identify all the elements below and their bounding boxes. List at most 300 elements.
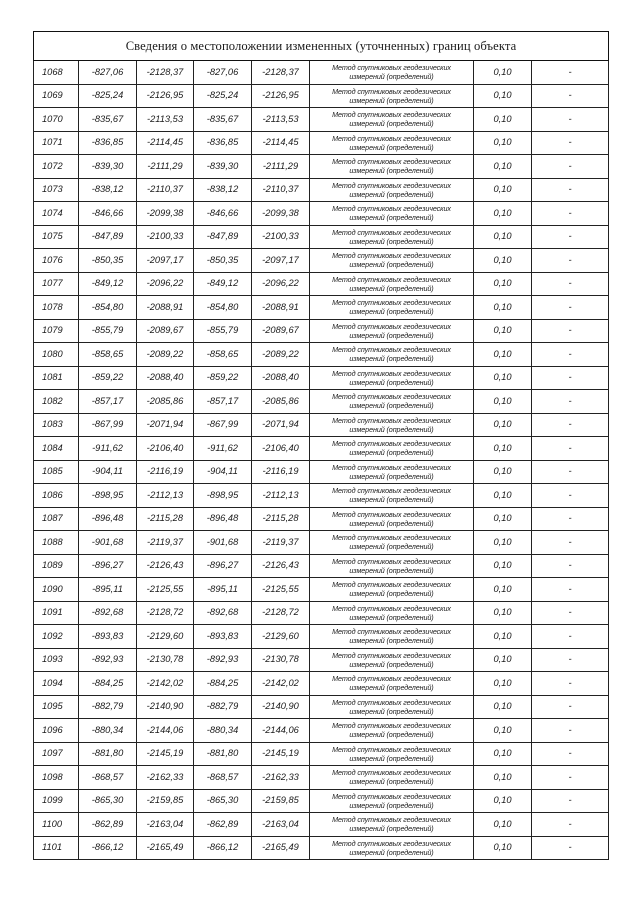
updated-x-cell: -880,34 — [194, 719, 252, 743]
description-cell: - — [532, 742, 609, 766]
point-number-cell: 1077 — [34, 272, 79, 296]
description-cell: - — [532, 789, 609, 813]
updated-x-cell: -825,24 — [194, 84, 252, 108]
table-row — [34, 789, 609, 813]
method-cell — [310, 155, 474, 179]
updated-x-cell: -868,57 — [194, 766, 252, 790]
existing-y-cell: -2142,02 — [137, 672, 194, 696]
method-line-2: измерений (определений) — [349, 354, 434, 364]
existing-x-cell: -839,30 — [79, 155, 137, 179]
existing-y-cell: -2128,72 — [137, 601, 194, 625]
updated-y-cell: -2119,37 — [252, 531, 310, 555]
existing-y-cell: -2089,22 — [137, 343, 194, 367]
accuracy-cell: 0,10 — [474, 343, 532, 367]
method-line-1: Метод спутниковых геодезических — [332, 392, 451, 402]
existing-y-cell: -2106,40 — [137, 437, 194, 461]
updated-y-cell: -2088,40 — [252, 366, 310, 390]
updated-y-cell: -2159,85 — [252, 789, 310, 813]
method-cell — [310, 719, 474, 743]
table-row — [34, 672, 609, 696]
method-line-1: Метод спутниковых геодезических — [332, 674, 451, 684]
existing-x-cell: -911,62 — [79, 437, 137, 461]
accuracy-cell: 0,10 — [474, 766, 532, 790]
method-line-2: измерений (определений) — [349, 777, 434, 787]
existing-y-cell: -2114,45 — [137, 131, 194, 155]
existing-y-cell: -2096,22 — [137, 272, 194, 296]
accuracy-cell: 0,10 — [474, 296, 532, 320]
point-number-cell: 1089 — [34, 554, 79, 578]
description-cell: - — [532, 625, 609, 649]
accuracy-cell: 0,10 — [474, 578, 532, 602]
updated-x-cell: -858,65 — [194, 343, 252, 367]
existing-y-cell: -2116,19 — [137, 460, 194, 484]
description-cell: - — [532, 719, 609, 743]
existing-x-cell: -880,34 — [79, 719, 137, 743]
table-row — [34, 578, 609, 602]
table-row — [34, 836, 609, 860]
updated-x-cell: -901,68 — [194, 531, 252, 555]
updated-y-cell: -2100,33 — [252, 225, 310, 249]
updated-x-cell: -884,25 — [194, 672, 252, 696]
method-cell — [310, 554, 474, 578]
existing-x-cell: -827,06 — [79, 61, 137, 85]
point-number-cell: 1100 — [34, 813, 79, 837]
existing-y-cell: -2113,53 — [137, 108, 194, 132]
method-line-2: измерений (определений) — [349, 683, 434, 693]
updated-x-cell: -882,79 — [194, 695, 252, 719]
method-cell — [310, 507, 474, 531]
description-cell: - — [532, 131, 609, 155]
method-line-1: Метод спутниковых геодезических — [332, 486, 451, 496]
method-line-1: Метод спутниковых геодезических — [332, 791, 451, 801]
table-row — [34, 460, 609, 484]
method-cell — [310, 343, 474, 367]
method-cell — [310, 61, 474, 85]
existing-x-cell: -881,80 — [79, 742, 137, 766]
point-number-cell: 1099 — [34, 789, 79, 813]
existing-y-cell: -2145,19 — [137, 742, 194, 766]
updated-y-cell: -2125,55 — [252, 578, 310, 602]
point-number-cell: 1090 — [34, 578, 79, 602]
table-row — [34, 484, 609, 508]
existing-y-cell: -2140,90 — [137, 695, 194, 719]
method-cell — [310, 225, 474, 249]
table-row — [34, 84, 609, 108]
updated-x-cell: -896,48 — [194, 507, 252, 531]
accuracy-cell: 0,10 — [474, 813, 532, 837]
table-row — [34, 766, 609, 790]
description-cell: - — [532, 578, 609, 602]
updated-x-cell: -846,66 — [194, 202, 252, 226]
method-line-2: измерений (определений) — [349, 72, 434, 82]
accuracy-cell: 0,10 — [474, 719, 532, 743]
description-cell: - — [532, 836, 609, 860]
updated-y-cell: -2128,72 — [252, 601, 310, 625]
table-row — [34, 202, 609, 226]
existing-x-cell: -838,12 — [79, 178, 137, 202]
method-line-2: измерений (определений) — [349, 730, 434, 740]
method-line-2: измерений (определений) — [349, 424, 434, 434]
updated-y-cell: -2110,37 — [252, 178, 310, 202]
existing-x-cell: -865,30 — [79, 789, 137, 813]
accuracy-cell: 0,10 — [474, 202, 532, 226]
existing-x-cell: -904,11 — [79, 460, 137, 484]
updated-x-cell: -849,12 — [194, 272, 252, 296]
existing-x-cell: -854,80 — [79, 296, 137, 320]
method-line-2: измерений (определений) — [349, 142, 434, 152]
existing-y-cell: -2126,43 — [137, 554, 194, 578]
method-line-2: измерений (определений) — [349, 800, 434, 810]
method-cell — [310, 531, 474, 555]
table-row — [34, 648, 609, 672]
table-row — [34, 531, 609, 555]
existing-y-cell: -2119,37 — [137, 531, 194, 555]
updated-x-cell: -895,11 — [194, 578, 252, 602]
updated-x-cell: -892,68 — [194, 601, 252, 625]
point-number-cell: 1095 — [34, 695, 79, 719]
point-number-cell: 1092 — [34, 625, 79, 649]
method-line-1: Метод спутниковых геодезических — [332, 227, 451, 237]
method-line-2: измерений (определений) — [349, 542, 434, 552]
table-title: Сведения о местоположении измененных (уточненных) границ объекта — [34, 32, 609, 61]
method-line-2: измерений (определений) — [349, 471, 434, 481]
updated-x-cell: -896,27 — [194, 554, 252, 578]
method-line-1: Метод спутниковых геодезических — [332, 157, 451, 167]
description-cell: - — [532, 507, 609, 531]
existing-y-cell: -2099,38 — [137, 202, 194, 226]
description-cell: - — [532, 178, 609, 202]
method-line-1: Метод спутниковых геодезических — [332, 556, 451, 566]
point-number-cell: 1083 — [34, 413, 79, 437]
description-cell: - — [532, 155, 609, 179]
updated-x-cell: -911,62 — [194, 437, 252, 461]
existing-x-cell: -895,11 — [79, 578, 137, 602]
description-cell: - — [532, 554, 609, 578]
method-line-1: Метод спутниковых геодезических — [332, 815, 451, 825]
point-number-cell: 1080 — [34, 343, 79, 367]
existing-y-cell: -2110,37 — [137, 178, 194, 202]
method-cell — [310, 437, 474, 461]
updated-y-cell: -2163,04 — [252, 813, 310, 837]
description-cell: - — [532, 202, 609, 226]
description-cell: - — [532, 225, 609, 249]
point-number-cell: 1098 — [34, 766, 79, 790]
updated-y-cell: -2162,33 — [252, 766, 310, 790]
updated-y-cell: -2126,43 — [252, 554, 310, 578]
description-cell: - — [532, 460, 609, 484]
description-cell: - — [532, 108, 609, 132]
existing-y-cell: -2144,06 — [137, 719, 194, 743]
updated-x-cell: -827,06 — [194, 61, 252, 85]
existing-x-cell: -901,68 — [79, 531, 137, 555]
method-cell — [310, 484, 474, 508]
point-number-cell: 1072 — [34, 155, 79, 179]
method-line-1: Метод спутниковых геодезических — [332, 462, 451, 472]
updated-y-cell: -2144,06 — [252, 719, 310, 743]
accuracy-cell: 0,10 — [474, 366, 532, 390]
method-line-1: Метод спутниковых геодезических — [332, 603, 451, 613]
existing-y-cell: -2100,33 — [137, 225, 194, 249]
table-row — [34, 366, 609, 390]
method-cell — [310, 813, 474, 837]
updated-x-cell: -855,79 — [194, 319, 252, 343]
updated-y-cell: -2106,40 — [252, 437, 310, 461]
method-line-2: измерений (определений) — [349, 706, 434, 716]
method-line-2: измерений (определений) — [349, 260, 434, 270]
method-line-1: Метод спутниковых геодезических — [332, 251, 451, 261]
accuracy-cell: 0,10 — [474, 178, 532, 202]
updated-y-cell: -2116,19 — [252, 460, 310, 484]
method-cell — [310, 625, 474, 649]
description-cell: - — [532, 366, 609, 390]
method-cell — [310, 672, 474, 696]
updated-x-cell: -904,11 — [194, 460, 252, 484]
existing-x-cell: -898,95 — [79, 484, 137, 508]
method-cell — [310, 413, 474, 437]
updated-x-cell: -857,17 — [194, 390, 252, 414]
existing-x-cell: -882,79 — [79, 695, 137, 719]
method-cell — [310, 108, 474, 132]
updated-x-cell: -836,85 — [194, 131, 252, 155]
updated-x-cell: -854,80 — [194, 296, 252, 320]
method-line-1: Метод спутниковых геодезических — [332, 697, 451, 707]
point-number-cell: 1075 — [34, 225, 79, 249]
method-line-2: измерений (определений) — [349, 307, 434, 317]
method-line-1: Метод спутниковых геодезических — [332, 838, 451, 848]
method-line-2: измерений (определений) — [349, 283, 434, 293]
table-row — [34, 601, 609, 625]
updated-y-cell: -2126,95 — [252, 84, 310, 108]
method-line-2: измерений (определений) — [349, 213, 434, 223]
existing-y-cell: -2165,49 — [137, 836, 194, 860]
point-number-cell: 1082 — [34, 390, 79, 414]
updated-x-cell: -859,22 — [194, 366, 252, 390]
existing-y-cell: -2111,29 — [137, 155, 194, 179]
method-line-2: измерений (определений) — [349, 495, 434, 505]
updated-x-cell: -881,80 — [194, 742, 252, 766]
method-line-1: Метод спутниковых геодезических — [332, 439, 451, 449]
existing-x-cell: -836,85 — [79, 131, 137, 155]
table-row — [34, 296, 609, 320]
point-number-cell: 1088 — [34, 531, 79, 555]
method-line-1: Метод спутниковых геодезических — [332, 415, 451, 425]
point-number-cell: 1101 — [34, 836, 79, 860]
updated-y-cell: -2085,86 — [252, 390, 310, 414]
updated-y-cell: -2130,78 — [252, 648, 310, 672]
description-cell: - — [532, 437, 609, 461]
method-cell — [310, 789, 474, 813]
accuracy-cell: 0,10 — [474, 225, 532, 249]
existing-x-cell: -857,17 — [79, 390, 137, 414]
existing-y-cell: -2159,85 — [137, 789, 194, 813]
method-cell — [310, 766, 474, 790]
updated-x-cell: -862,89 — [194, 813, 252, 837]
updated-x-cell: -898,95 — [194, 484, 252, 508]
point-number-cell: 1069 — [34, 84, 79, 108]
point-number-cell: 1091 — [34, 601, 79, 625]
table-row — [34, 225, 609, 249]
method-line-1: Метод спутниковых геодезических — [332, 86, 451, 96]
existing-x-cell: -859,22 — [79, 366, 137, 390]
accuracy-cell: 0,10 — [474, 531, 532, 555]
description-cell: - — [532, 61, 609, 85]
existing-x-cell: -825,24 — [79, 84, 137, 108]
description-cell: - — [532, 343, 609, 367]
accuracy-cell: 0,10 — [474, 601, 532, 625]
point-number-cell: 1068 — [34, 61, 79, 85]
accuracy-cell: 0,10 — [474, 108, 532, 132]
updated-y-cell: -2113,53 — [252, 108, 310, 132]
description-cell: - — [532, 531, 609, 555]
existing-x-cell: -893,83 — [79, 625, 137, 649]
accuracy-cell: 0,10 — [474, 672, 532, 696]
point-number-cell: 1070 — [34, 108, 79, 132]
updated-y-cell: -2089,67 — [252, 319, 310, 343]
table-row — [34, 390, 609, 414]
point-number-cell: 1097 — [34, 742, 79, 766]
table-row — [34, 719, 609, 743]
accuracy-cell: 0,10 — [474, 131, 532, 155]
table-row — [34, 319, 609, 343]
method-line-2: измерений (определений) — [349, 236, 434, 246]
method-line-2: измерений (определений) — [349, 166, 434, 176]
existing-y-cell: -2126,95 — [137, 84, 194, 108]
updated-y-cell: -2097,17 — [252, 249, 310, 273]
method-cell — [310, 836, 474, 860]
description-cell: - — [532, 272, 609, 296]
method-cell — [310, 390, 474, 414]
method-line-1: Метод спутниковых геодезических — [332, 274, 451, 284]
existing-x-cell: -896,48 — [79, 507, 137, 531]
method-line-2: измерений (определений) — [349, 119, 434, 129]
accuracy-cell: 0,10 — [474, 789, 532, 813]
updated-y-cell: -2142,02 — [252, 672, 310, 696]
boundary-coordinates-table — [33, 31, 609, 860]
updated-x-cell: -865,30 — [194, 789, 252, 813]
updated-x-cell: -867,99 — [194, 413, 252, 437]
description-cell: - — [532, 672, 609, 696]
existing-x-cell: -866,12 — [79, 836, 137, 860]
accuracy-cell: 0,10 — [474, 625, 532, 649]
existing-x-cell: -855,79 — [79, 319, 137, 343]
updated-y-cell: -2129,60 — [252, 625, 310, 649]
document-sheet — [33, 31, 608, 860]
updated-x-cell: -850,35 — [194, 249, 252, 273]
updated-y-cell: -2128,37 — [252, 61, 310, 85]
point-number-cell: 1074 — [34, 202, 79, 226]
method-line-1: Метод спутниковых геодезических — [332, 533, 451, 543]
updated-x-cell: -838,12 — [194, 178, 252, 202]
description-cell: - — [532, 601, 609, 625]
existing-y-cell: -2128,37 — [137, 61, 194, 85]
method-cell — [310, 319, 474, 343]
table-row — [34, 813, 609, 837]
point-number-cell: 1079 — [34, 319, 79, 343]
table-row — [34, 554, 609, 578]
method-line-2: измерений (определений) — [349, 824, 434, 834]
method-line-2: измерений (определений) — [349, 189, 434, 199]
method-line-1: Метод спутниковых геодезических — [332, 110, 451, 120]
point-number-cell: 1086 — [34, 484, 79, 508]
point-number-cell: 1093 — [34, 648, 79, 672]
method-cell — [310, 695, 474, 719]
point-number-cell: 1081 — [34, 366, 79, 390]
method-cell — [310, 601, 474, 625]
table-row — [34, 272, 609, 296]
accuracy-cell: 0,10 — [474, 155, 532, 179]
existing-x-cell: -862,89 — [79, 813, 137, 837]
accuracy-cell: 0,10 — [474, 460, 532, 484]
method-line-2: измерений (определений) — [349, 753, 434, 763]
point-number-cell: 1085 — [34, 460, 79, 484]
method-cell — [310, 742, 474, 766]
accuracy-cell: 0,10 — [474, 437, 532, 461]
method-line-1: Метод спутниковых геодезических — [332, 204, 451, 214]
existing-y-cell: -2163,04 — [137, 813, 194, 837]
point-number-cell: 1096 — [34, 719, 79, 743]
table-row — [34, 131, 609, 155]
point-number-cell: 1073 — [34, 178, 79, 202]
accuracy-cell: 0,10 — [474, 507, 532, 531]
method-cell — [310, 249, 474, 273]
description-cell: - — [532, 84, 609, 108]
updated-x-cell: -866,12 — [194, 836, 252, 860]
accuracy-cell: 0,10 — [474, 61, 532, 85]
method-cell — [310, 366, 474, 390]
method-line-1: Метод спутниковых геодезических — [332, 133, 451, 143]
table-body — [34, 61, 609, 860]
updated-y-cell: -2165,49 — [252, 836, 310, 860]
method-line-2: измерений (определений) — [349, 565, 434, 575]
method-line-1: Метод спутниковых геодезических — [332, 580, 451, 590]
point-number-cell: 1087 — [34, 507, 79, 531]
existing-x-cell: -868,57 — [79, 766, 137, 790]
description-cell: - — [532, 249, 609, 273]
accuracy-cell: 0,10 — [474, 695, 532, 719]
table-row — [34, 249, 609, 273]
description-cell: - — [532, 296, 609, 320]
method-line-2: измерений (определений) — [349, 448, 434, 458]
existing-y-cell: -2089,67 — [137, 319, 194, 343]
table-title-row — [34, 32, 609, 61]
updated-y-cell: -2112,13 — [252, 484, 310, 508]
accuracy-cell: 0,10 — [474, 554, 532, 578]
accuracy-cell: 0,10 — [474, 484, 532, 508]
point-number-cell: 1094 — [34, 672, 79, 696]
description-cell: - — [532, 813, 609, 837]
method-line-2: измерений (определений) — [349, 377, 434, 387]
updated-x-cell: -893,83 — [194, 625, 252, 649]
point-number-cell: 1076 — [34, 249, 79, 273]
existing-x-cell: -867,99 — [79, 413, 137, 437]
existing-y-cell: -2088,40 — [137, 366, 194, 390]
method-line-1: Метод спутниковых геодезических — [332, 63, 451, 73]
existing-x-cell: -835,67 — [79, 108, 137, 132]
method-line-1: Метод спутниковых геодезических — [332, 721, 451, 731]
method-line-1: Метод спутниковых геодезических — [332, 627, 451, 637]
existing-y-cell: -2071,94 — [137, 413, 194, 437]
existing-y-cell: -2112,13 — [137, 484, 194, 508]
method-cell — [310, 272, 474, 296]
table-row — [34, 343, 609, 367]
description-cell: - — [532, 695, 609, 719]
description-cell: - — [532, 766, 609, 790]
method-line-2: измерений (определений) — [349, 636, 434, 646]
method-line-1: Метод спутниковых геодезических — [332, 368, 451, 378]
existing-y-cell: -2162,33 — [137, 766, 194, 790]
method-line-2: измерений (определений) — [349, 589, 434, 599]
existing-y-cell: -2125,55 — [137, 578, 194, 602]
